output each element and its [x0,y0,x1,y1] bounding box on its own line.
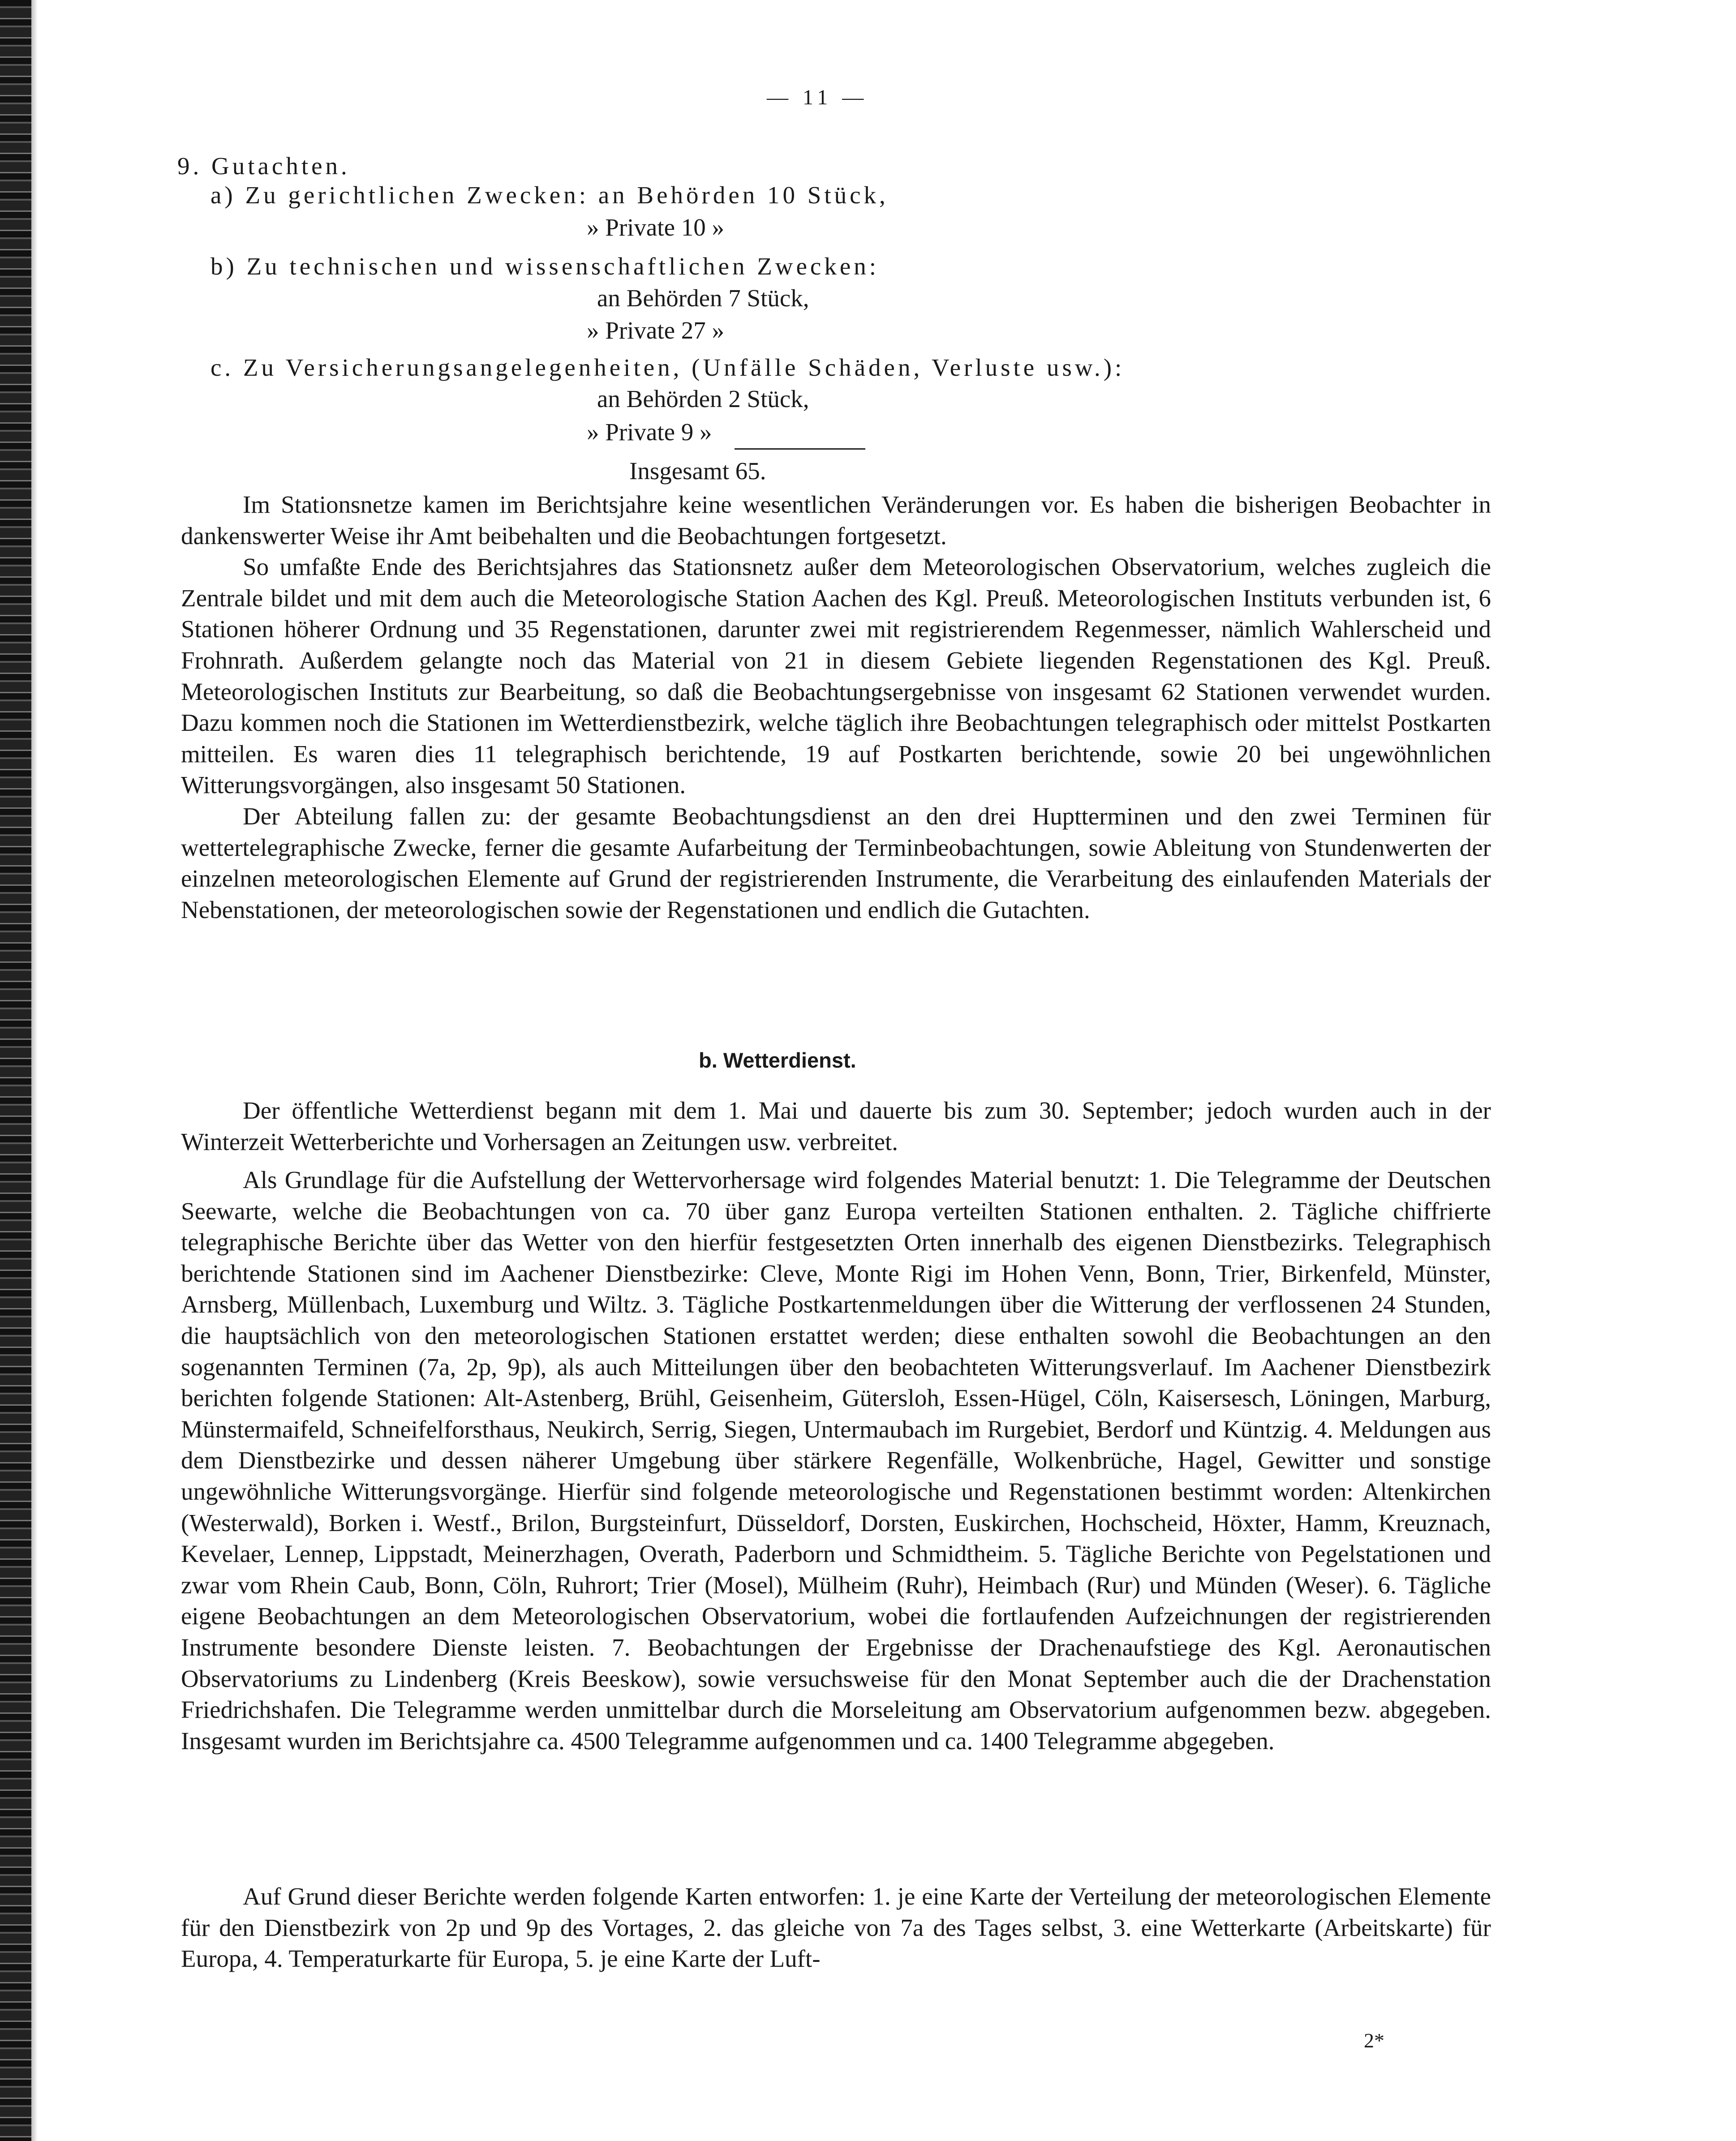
total-line: Insgesamt 65. [629,457,766,485]
item-c-label: c. Zu Versicherungsangelegenheiten, (Unfälle Schäden, Verluste usw.): [211,354,1125,381]
section-9-heading: 9. Gutachten. [177,152,350,180]
paragraph: Auf Grund dieser Berichte werden folgende Karten entworfen: 1. je eine Karte der Verteilung der meteorologischen Elemente für den Dienstbezirk von 2p und 9p des Vortages, 2. das gleiche von 7a des Tages selbst, 3. eine Wetterkarte (Arbeitskarte) für Europa, 4. Temperaturkarte für Europa, 5. je eine Karte der Luft- [181,1883,1491,1973]
body-text-section-b-maps [181,1881,1491,1974]
scan-edge-shadow [31,0,38,2141]
body-text-section-a [181,489,1491,925]
item-b-label: b) Zu technischen und wissenschaftlichen Zwecken: [211,253,880,280]
item-c-behoerden: an Behörden 2 Stück, [597,385,809,412]
section-b-heading: b. Wetterdienst. [699,1048,856,1072]
body-text-section-b-material [181,1164,1491,1756]
item-a-private: » Private 10 » [587,214,725,241]
item-b-behoerden: an Behörden 7 Stück, [597,284,809,312]
item-a-label: a) Zu gerichtlichen Zwecken: an Behörden 10 Stück, [211,181,889,209]
item-c-private: » Private 9 » [587,418,712,446]
body-text-section-b-intro [181,1095,1491,1157]
paragraph: Als Grundlage für die Aufstellung der Wettervorhersage wird folgendes Material benutzt: 1. Die Telegramme der Deutschen Seewarte, welche die Beobachtungen von ca. 70 über ganz Europa verteilten Stationen enthalten. 2. Tägliche chiffrierte telegraphische Berichte über das Wetter von den hierfür festgesetzten Orten innerhalb des eigenen Dienstbezirks. Telegraphisch berichtende Stationen sind im Aachener Dienstbezirke: Cleve, Monte Rigi im Hohen Venn, Bonn, Trier, Birkenfeld, Münster, Arnsberg, Müllenbach, Luxemburg und Wiltz. 3. Tägliche Postkartenmeldungen über die Witterung der verflossenen 24 Stunden, die hauptsächlich von den meteorologischen Stationen erstattet werden; diese enthalten sowohl die Beobachtungen an den sogenannten Terminen (7a, 2p, 9p), als auch Mitteilungen über den beobachteten Witterungsverlauf. Im Aachener Dienstbezirk berichten folgende Stationen: Alt-Astenberg, Brühl, Geisenheim, Gütersloh, Essen-Hügel, Cöln, Kaisersesch, Löningen, Marburg, Münstermaifeld, Schneifelforsthaus, Neukirch, Serrig, Siegen, Untermaubach im Rurgebiet, Berdorf und Küntzig. 4. Meldungen aus dem Dienstbezirke und dessen näherer Umgebung über stärkere Regenfälle, Wolkenbrüche, Hagel, Gewitter und sonstige ungewöhnliche Witterungsvorgänge. Hierfür sind folgende meteorologische und Regenstationen bestimmt worden: Altenkirchen (Westerwald), Borken i. Westf., Brilon, Burgsteinfurt, Düsseldorf, Dorsten, Euskirchen, Hochscheid, Höxter, Hamm, Kreuznach, Kevelaer, Lennep, Lippstadt, Meinerzhagen, Overath, Paderborn und Schmidtheim. 5. Tägliche Berichte von Pegelstationen und zwar vom Rhein Caub, Bonn, Cöln, Ruhrort; Trier (Mosel), Mülheim (Ruhr), Heimbach (Rur) und Münden (Weser). 6. Tägliche eigene Beobachtungen an dem Meteorologischen Observatorium, wobei die fortlaufenden Aufzeichnungen der registrierenden Instrumente besondere Dienste leisten. 7. Beobachtungen der Ergebnisse der Drachenaufstiege des Kgl. Aeronautischen Observatoriums zu Lindenberg (Kreis Beeskow), sowie versuchsweise für den Monat September auch die der Drachenstation Friedrichshafen. Die Telegramme werden unmittelbar durch die Morseleitung am Observatorium aufgenommen bezw. abgegeben. Insgesamt wurden im Berichtsjahre ca. 4500 Telegramme aufgenommen und ca. 1400 Telegramme abgegeben. [181,1166,1491,1755]
signature-mark: 2* [1364,2029,1384,2052]
page-number: — 11 — [767,86,868,109]
paragraph: Der öffentliche Wetterdienst begann mit dem 1. Mai und dauerte bis zum 30. September; jedoch wurden auch in der Winterzeit Wetterberichte und Vorhersagen an Zeitungen usw. verbreitet. [181,1097,1491,1155]
scan-binding-edge [0,0,31,2141]
paragraph: Der Abteilung fallen zu: der gesamte Beobachtungsdienst an den drei Huptterminen und den zwei Terminen für wettertelegraphische Zwecke, ferner die gesamte Aufarbeitung der Terminbeobachtungen, sowie Ableitung von Stundenwerten der einzelnen meteorologischen Elemente auf Grund der registrierenden Instrumente, die Verarbeitung des einlaufenden Materials der Nebenstationen, der meteorologischen sowie der Regenstationen und endlich die Gutachten. [181,802,1491,923]
paragraph: So umfaßte Ende des Berichtsjahres das Stationsnetz außer dem Meteorologischen Observatorium, welches zugleich die Zentrale bildet und mit dem auch die Meteorologische Station Aachen des Kgl. Preuß. Meteorologischen Instituts verbunden ist, 6 Stationen höherer Ordnung und 35 Regenstationen, darunter zwei mit registrierendem Regenmesser, nämlich Wahlerscheid und Frohnrath. Außerdem gelangte noch das Material von 21 in diesem Gebiete liegenden Regenstationen des Kgl. Preuß. Meteorologischen Instituts zur Bearbeitung, so daß die Beobachtungsergebnisse von insgesamt 62 Stationen verwendet wurden. Dazu kommen noch die Stationen im Wetterdienstbezirk, welche täglich ihre Beobachtungen telegraphisch oder mittelst Postkarten mitteilen. Es waren dies 11 telegraphisch berichtende, 19 auf Postkarten berichtende, sowie 20 bei ungewöhnlichen Witterungsvorgängen, also insgesamt 50 Stationen. [181,553,1491,799]
item-b-private: » Private 27 » [587,317,725,344]
sum-rule [735,448,865,450]
paragraph: Im Stationsnetze kamen im Berichtsjahre keine wesentlichen Veränderungen vor. Es haben die bisherigen Beobachter in dankenswerter Weise ihr Amt beibehalten und die Beobachtungen fortgesetzt. [181,491,1491,549]
